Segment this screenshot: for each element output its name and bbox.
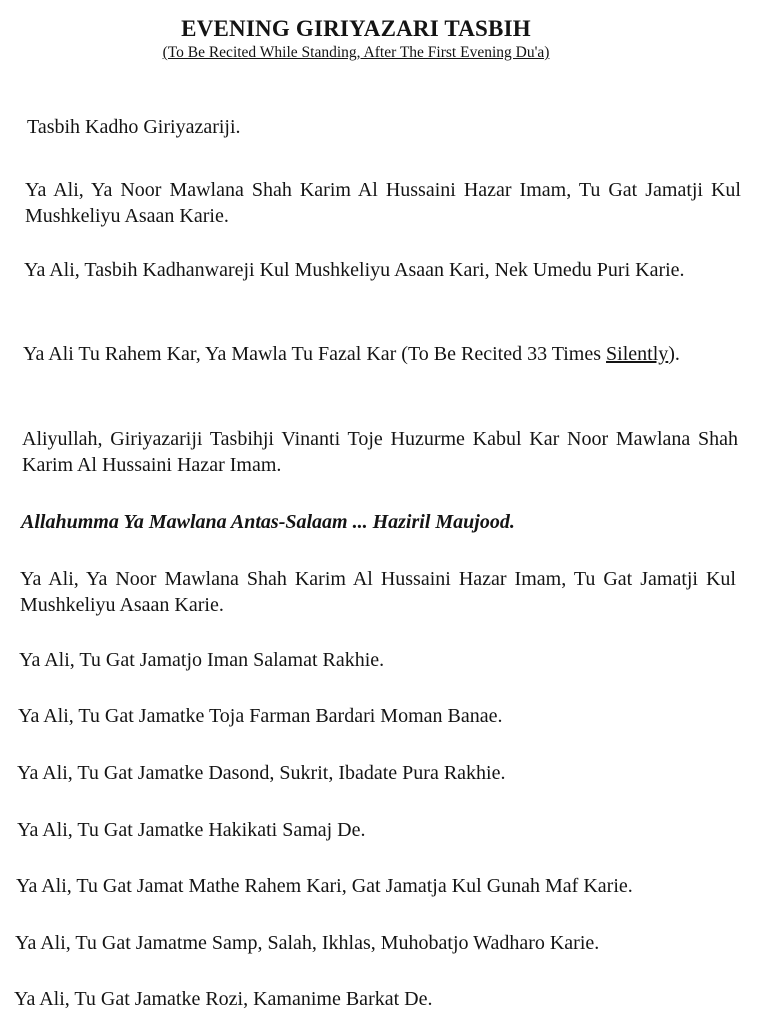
rahem-kar-text: Ya Ali Tu Rahem Kar, Ya Mawla Tu Fazal Kar (To Be Recited 33 Times: [23, 343, 607, 365]
paragraph-allahumma: Allahumma Ya Mawlana Antas-Salaam ... Haziril Maujood.: [21, 511, 515, 533]
paragraph-rozi-barkat: Ya Ali, Tu Gat Jamatke Rozi, Kamanime Barkat De.: [14, 988, 433, 1010]
paragraph-noor-mawlana-1: Ya Ali, Ya Noor Mawlana Shah Karim Al Hussaini Hazar Imam, Tu Gat Jamatji Kul Mushkeliyu Asaan Karie.: [25, 179, 741, 227]
paragraph-noor-mawlana-2: Ya Ali, Ya Noor Mawlana Shah Karim Al Hussaini Hazar Imam, Tu Gat Jamatji Kul Mushkeliyu Asaan Karie.: [20, 568, 736, 616]
paragraph-dasond-sukrit: Ya Ali, Tu Gat Jamatke Dasond, Sukrit, Ibadate Pura Rakhie.: [17, 762, 506, 784]
rahem-kar-closing: ).: [668, 343, 680, 365]
paragraph-samp-salah: Ya Ali, Tu Gat Jamatme Samp, Salah, Ikhlas, Muhobatjo Wadharo Karie.: [15, 932, 600, 954]
paragraph-tasbih-kadhanwareji: Ya Ali, Tasbih Kadhanwareji Kul Mushkeliyu Asaan Kari, Nek Umedu Puri Karie.: [24, 259, 685, 281]
paragraph-farman-bardari: Ya Ali, Tu Gat Jamatke Toja Farman Bardari Moman Banae.: [18, 705, 503, 727]
paragraph-iman-salamat: Ya Ali, Tu Gat Jamatjo Iman Salamat Rakhie.: [19, 649, 385, 671]
silently-underlined: Silently: [606, 343, 669, 365]
paragraph-tasbih-kadho: Tasbih Kadho Giriyazariji.: [27, 116, 241, 138]
paragraph-aliyullah: Aliyullah, Giriyazariji Tasbihji Vinanti Toje Huzurme Kabul Kar Noor Mawlana Shah Karim Al Hussaini Hazar Imam.: [22, 428, 738, 476]
paragraph-rahem-kar: [23, 341, 739, 367]
paragraph-hakikati-samaj: Ya Ali, Tu Gat Jamatke Hakikati Samaj De.: [17, 819, 366, 841]
document-title: EVENING GIRIYAZARI TASBIH: [181, 16, 531, 41]
paragraph-gunah-maf: Ya Ali, Tu Gat Jamat Mathe Rahem Kari, Gat Jamatja Kul Gunah Maf Karie.: [16, 875, 633, 897]
document-subtitle: (To Be Recited While Standing, After The First Evening Du'a): [162, 44, 550, 61]
